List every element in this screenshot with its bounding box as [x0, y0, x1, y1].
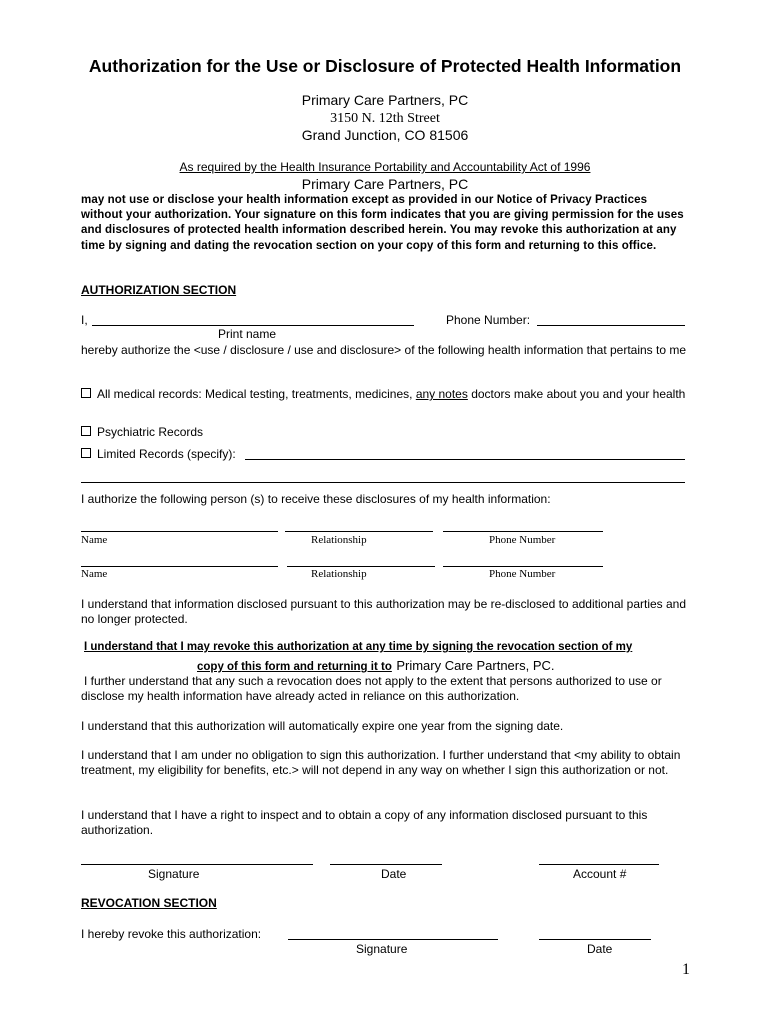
recipient-1-relationship-field[interactable] [285, 531, 433, 532]
revocation-signature-label: Signature [356, 942, 408, 956]
option-limited [81, 447, 236, 461]
option-psychiatric [81, 425, 203, 439]
date-label: Date [381, 867, 407, 881]
revoke-line-2 [197, 657, 555, 675]
col-relationship-2: Relationship [311, 568, 367, 580]
revocation-date-field[interactable] [539, 939, 651, 940]
option-all-underlined: any notes [415, 387, 468, 401]
org-name-2: Primary Care Partners, PC [301, 176, 469, 192]
obligation-paragraph: I understand that I am under no obligation to sign this authorization. I further understand that <my ability to obtain treatment, my eligibility for benefits, etc.> will not depend in any way on whether I sign this authorization or not. [81, 748, 681, 777]
revocation-heading: REVOCATION SECTION [81, 896, 217, 910]
recipient-2-name-field[interactable] [81, 566, 278, 567]
option-all-records [81, 387, 691, 402]
print-name-field[interactable] [92, 325, 414, 326]
revoke-org: Primary Care Partners, PC. [396, 658, 555, 673]
authorize-text: hereby authorize the <use / disclosure / use and disclosure> of the following health information that pertains to me [81, 343, 687, 357]
col-phone-2: Phone Number [489, 568, 556, 580]
recipient-1-name-field[interactable] [81, 531, 278, 532]
i-label: I, [81, 313, 88, 327]
revoke-bold-2: copy of this form and returning it to [197, 661, 392, 673]
date-field[interactable] [330, 864, 442, 865]
recipient-2-relationship-field[interactable] [287, 566, 435, 567]
col-phone-1: Phone Number [489, 534, 556, 546]
revocation-signature-field[interactable] [288, 939, 498, 940]
option-all-prefix: All medical records: Medical testing, treatments, medicines, [97, 387, 413, 401]
recipient-2-phone-field[interactable] [443, 566, 603, 567]
inspect-paragraph: I understand that I have a right to inspect and to obtain a copy of any information disclosed pursuant to this authorization. [81, 808, 648, 837]
revocation-text: I hereby revoke this authorization: [81, 927, 262, 941]
redisclose-paragraph: I understand that information disclosed pursuant to this authorization may be re-disclosed to additional parties and no longer protected. [81, 597, 687, 626]
recipient-1-phone-field[interactable] [443, 531, 603, 532]
option-psych-label: Psychiatric Records [97, 425, 204, 439]
all-records-checkbox[interactable] [81, 388, 91, 398]
page-title: Authorization for the Use or Disclosure of Protected Health Information [88, 56, 682, 76]
phone-label: Phone Number: [446, 313, 531, 327]
option-limited-label: Limited Records (specify): [97, 447, 236, 461]
limited-checkbox[interactable] [81, 448, 91, 458]
signature-field[interactable] [81, 864, 313, 865]
revoke-bold-1: I understand that I may revoke this authorization at any time by signing the revocation section of my [84, 641, 633, 653]
recipients-intro: I authorize the following person (s) to receive these disclosures of my health information: [81, 492, 551, 506]
print-name-caption: Print name [218, 327, 277, 341]
account-field[interactable] [539, 864, 659, 865]
hipaa-note: As required by the Health Insurance Portability and Accountability Act of 1996 [179, 160, 591, 174]
org-street: 3150 N. 12th Street [330, 111, 440, 126]
org-city: Grand Junction, CO 81506 [301, 127, 469, 143]
col-name-2: Name [81, 568, 108, 580]
revoke-further-paragraph: I further understand that any such a revocation does not apply to the extent that persons authorized to use or disclose my health information have already acted in reliance on this authorization. [81, 674, 662, 703]
limited-specify-field-2[interactable] [81, 482, 685, 483]
intro-paragraph: may not use or disclose your health information except as provided in our Notice of Privacy Practices without your authorization. Your signature on this form indicates that you are giving permission for the uses and disclosures of protected health information described herein. You may revoke this authorization at any time by signing and dating the revocation section on your copy of this form and returning to this office. [81, 194, 684, 252]
option-all-suffix: doctors make about you and your health [471, 387, 686, 401]
psychiatric-checkbox[interactable] [81, 426, 91, 436]
limited-specify-field[interactable] [245, 459, 685, 460]
page-number: 1 [682, 961, 690, 978]
org-name: Primary Care Partners, PC [301, 92, 469, 108]
col-name-1: Name [81, 534, 108, 546]
col-relationship-1: Relationship [311, 534, 367, 546]
phone-number-field[interactable] [537, 325, 685, 326]
expire-paragraph: I understand that this authorization will automatically expire one year from the signing date. [81, 719, 564, 733]
signature-label: Signature [148, 867, 200, 881]
account-label: Account # [573, 867, 627, 881]
revocation-date-label: Date [587, 942, 613, 956]
authorization-heading: AUTHORIZATION SECTION [81, 283, 237, 297]
